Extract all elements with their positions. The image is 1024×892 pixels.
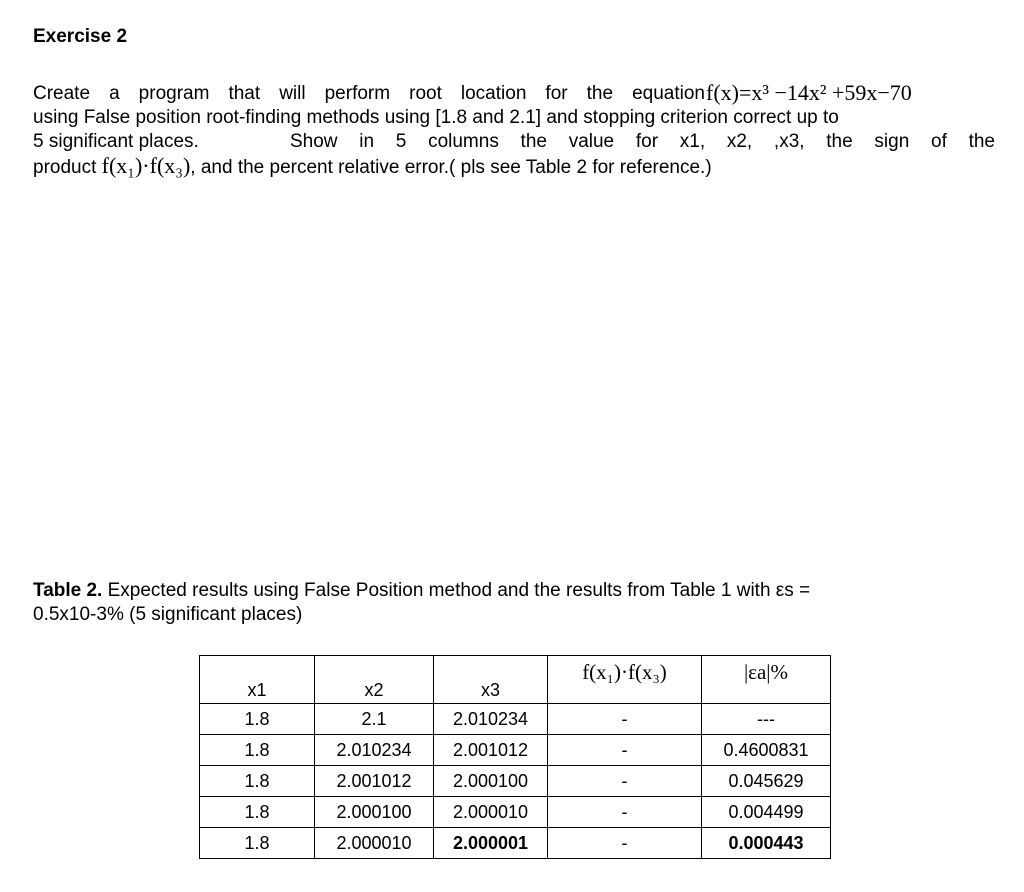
header-product: f(x₁)·f(x₃) — [548, 656, 702, 704]
cell-x1: 1.8 — [200, 828, 315, 859]
description-line-3a: 5 significant places. — [33, 131, 199, 152]
equation: f(x)=x³ −14x² +59x−70 — [706, 80, 912, 105]
table-row — [200, 766, 831, 797]
cell-product-sign: - — [548, 766, 702, 797]
caption-text-2: 0.5x10-3% (5 significant places) — [33, 604, 303, 625]
table-row — [200, 735, 831, 766]
description-line-2: using False position root-finding methods using [1.8 and 2.1] and stopping criterion correct up to — [33, 107, 839, 128]
cell-x2: 2.000100 — [315, 797, 434, 828]
cell-product-sign: - — [548, 704, 702, 735]
product-expression: f(x₁)·f(x₃) — [101, 153, 191, 178]
cell-error: --- — [702, 704, 831, 735]
cell-x2: 2.001012 — [315, 766, 434, 797]
table-label: Table 2. — [33, 580, 103, 601]
table-caption — [33, 579, 973, 627]
cell-x3: 2.000010 — [434, 797, 548, 828]
cell-error: 0.004499 — [702, 797, 831, 828]
table-row — [200, 704, 831, 735]
description-line-4 — [33, 154, 995, 180]
caption-text-1: Expected results using False Position method and the results from Table 1 with εs = — [102, 580, 811, 601]
cell-x1: 1.8 — [200, 735, 315, 766]
cell-product-sign: - — [548, 797, 702, 828]
cell-error: 0.000443 — [702, 828, 831, 859]
cell-x2: 2.1 — [315, 704, 434, 735]
description-line-1: Create a program that will perform root location for the equation — [33, 83, 705, 104]
cell-x3: 2.010234 — [434, 704, 548, 735]
cell-x3: 2.000001 — [434, 828, 548, 859]
cell-product-sign: - — [548, 735, 702, 766]
cell-product-sign: - — [548, 828, 702, 859]
header-x2: x2 — [315, 656, 434, 704]
cell-x2: 2.000010 — [315, 828, 434, 859]
cell-x3: 2.000100 — [434, 766, 548, 797]
cell-x1: 1.8 — [200, 704, 315, 735]
cell-x2: 2.010234 — [315, 735, 434, 766]
results-table — [199, 655, 831, 859]
header-x3: x3 — [434, 656, 548, 704]
table-row — [200, 828, 831, 859]
cell-x1: 1.8 — [200, 797, 315, 828]
cell-error: 0.4600831 — [702, 735, 831, 766]
cell-x3: 2.001012 — [434, 735, 548, 766]
table-row — [200, 797, 831, 828]
description-line-4b: , and the percent relative error.( pls see Table 2 for reference.) — [190, 157, 712, 178]
description-line-3 — [33, 130, 995, 154]
cell-x1: 1.8 — [200, 766, 315, 797]
description-line-4a: product — [33, 157, 97, 178]
table-header-row — [200, 656, 831, 704]
exercise-heading: Exercise 2 — [33, 26, 128, 47]
header-error: |εa|% — [702, 656, 831, 704]
header-x1: x1 — [200, 656, 315, 704]
description-line-3b: Show in 5 columns the value for x1, x2, ,x3, the sign of the — [290, 131, 995, 152]
cell-error: 0.045629 — [702, 766, 831, 797]
